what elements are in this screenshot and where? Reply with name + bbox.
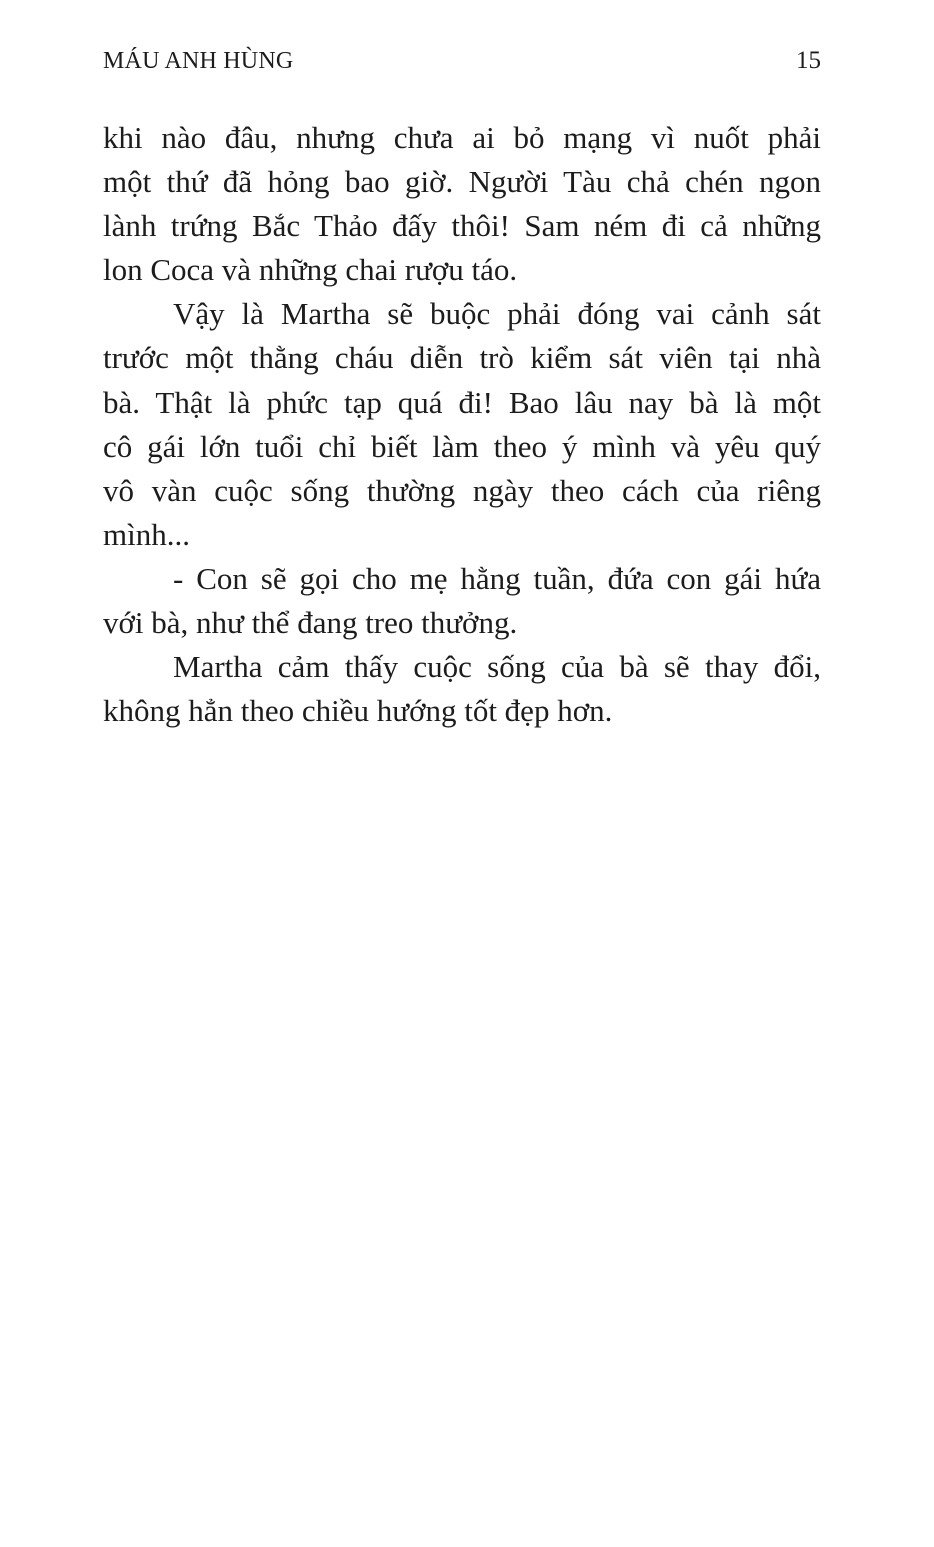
text-line: bà. Thật là phức tạp quá đi! Bao lâu nay bà là một	[103, 384, 821, 420]
text-line: lon Coca và những chai rượu táo.	[103, 252, 518, 288]
running-head	[103, 46, 821, 80]
page-number: 15	[796, 47, 821, 74]
text-line: trước một thằng cháu diễn trò kiểm sát viên tại nhà	[103, 340, 821, 376]
text-line: khi nào đâu, nhưng chưa ai bỏ mạng vì nuốt phải	[103, 120, 821, 155]
text-line: lành trứng Bắc Thảo đấy thôi! Sam ném đi cả những	[103, 208, 821, 244]
text-line: mình...	[103, 516, 190, 552]
text-line: với bà, như thể đang treo thưởng.	[103, 605, 518, 641]
running-title: MÁU ANH HÙNG	[103, 48, 294, 74]
body-text	[103, 116, 821, 733]
text-line: - Con sẽ gọi cho mẹ hằng tuần, đứa con gái hứa	[173, 560, 821, 596]
text-line: một thứ đã hỏng bao giờ. Người Tàu chả chén ngon	[103, 164, 821, 200]
text-line: cô gái lớn tuổi chỉ biết làm theo ý mình và yêu quý	[103, 428, 821, 464]
text-line: Martha cảm thấy cuộc sống của bà sẽ thay đổi,	[173, 649, 821, 685]
text-line: Vậy là Martha sẽ buộc phải đóng vai cảnh sát	[173, 296, 821, 332]
text-line: vô vàn cuộc sống thường ngày theo cách của riêng	[103, 472, 821, 508]
text-line: không hẳn theo chiều hướng tốt đẹp hơn.	[103, 693, 613, 729]
